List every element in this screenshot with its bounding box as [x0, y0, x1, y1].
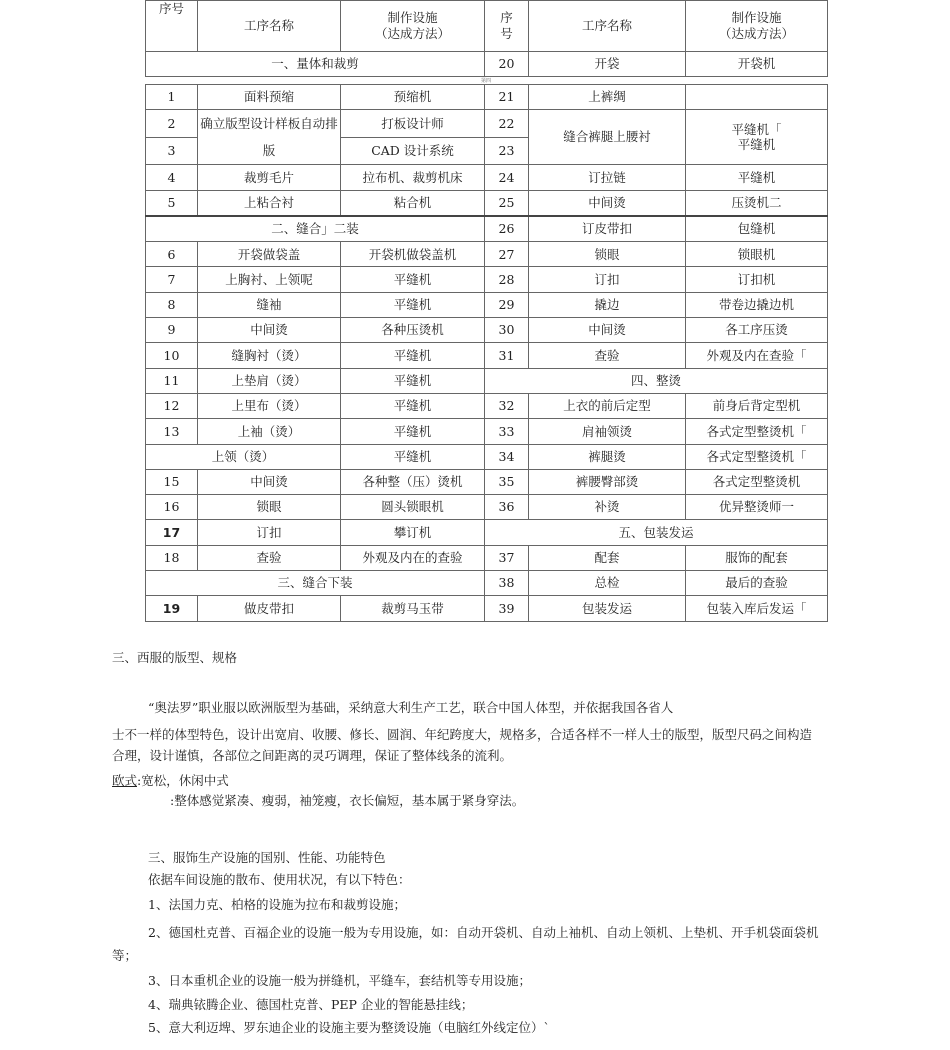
col-equip-header: [341, 1, 485, 52]
row-num: 20: [485, 52, 529, 77]
col-num-header-right: [485, 1, 529, 52]
row-proc: 中间烫: [529, 190, 686, 216]
col-equip-line2: （达成方法）: [374, 26, 450, 41]
row-num: 38: [485, 571, 529, 596]
row-num: 19: [146, 596, 198, 621]
table-row: [146, 571, 828, 596]
row-equip: 各式定型整烫机「: [686, 444, 828, 469]
table-row: [146, 520, 828, 545]
row-num: 2: [146, 110, 198, 138]
row-equip: 各种整（压）烫机: [341, 469, 485, 494]
row-equip: 预缩机: [341, 85, 485, 110]
row-num: 5: [146, 190, 198, 216]
row-equip: 开袋机: [686, 52, 828, 77]
row-num: 21: [485, 85, 529, 110]
section-heading: 三、缝合下装: [146, 571, 485, 596]
table-row: [146, 165, 828, 190]
row-equip: 平缝机: [341, 368, 485, 393]
row-equip: 服饰的配套: [686, 545, 828, 570]
row-equip: 攀订机: [341, 520, 485, 545]
table-row: [146, 444, 828, 469]
row-num: 24: [485, 165, 529, 190]
process-table-header: [145, 0, 828, 77]
row-proc: 查验: [198, 545, 341, 570]
euro-style-label: 欧式: [112, 773, 138, 788]
row-proc: 撬边: [529, 292, 686, 317]
row-num: 15: [146, 469, 198, 494]
row-equip: 外观及内在查验「: [686, 343, 828, 368]
row-num: 17: [146, 520, 198, 545]
row-proc: 开袋做袋盖: [198, 242, 341, 267]
row-equip: 裁剪马玉带: [341, 596, 485, 621]
row-proc: 订扣: [529, 267, 686, 292]
equip-line2: 平缝机: [737, 137, 776, 153]
equip-line1: 平缝机「: [731, 121, 782, 137]
row-proc: 上领（烫）: [146, 444, 341, 469]
row-num: 31: [485, 343, 529, 368]
row-num: 30: [485, 318, 529, 343]
row-equip: 各种压烫机: [341, 318, 485, 343]
col-equip-right-line2: （达成方法）: [718, 26, 794, 41]
row-proc: 配套: [529, 545, 686, 570]
row-num: 23: [485, 137, 529, 165]
row-proc: 肩袖领烫: [529, 419, 686, 444]
row-proc: 上里布（烫）: [198, 393, 341, 418]
row-proc: 裁剪毛片: [198, 165, 341, 190]
row-num: 8: [146, 292, 198, 317]
section-heading: 一、量体和裁剪: [146, 52, 485, 77]
table-row: [146, 343, 828, 368]
row-equip: 包缝机: [686, 216, 828, 242]
row-num: 7: [146, 267, 198, 292]
row-equip: 锁眼机: [686, 242, 828, 267]
row-proc: 上裤绸: [529, 85, 686, 110]
row-proc: 上衣的前后定型: [529, 393, 686, 418]
tiny-label: 第四: [481, 78, 492, 84]
row-proc: 订拉链: [529, 165, 686, 190]
row-proc: 补烫: [529, 495, 686, 520]
row-proc: 缝合裤腿上腰衬: [529, 110, 686, 165]
paragraph-line: 合理，设计谨慎，各部位之间距离的灵巧调理，保证了整体线条的流利。: [112, 748, 513, 763]
table-header-row: [146, 1, 828, 52]
paragraph-line: “奥法罗”职业服以欧洲版型为基础，采纳意大利生产工艺，联合中国人体型，并依据我国各省人: [148, 700, 674, 715]
table-row: [146, 52, 828, 77]
row-equip: 订扣机: [686, 267, 828, 292]
section-heading: 五、包装发运: [485, 520, 828, 545]
row-num: 12: [146, 393, 198, 418]
col-num-header: 序号: [146, 1, 198, 52]
list-item-continuation: 等；: [112, 948, 138, 963]
table-row: [146, 495, 828, 520]
list-item: 4、瑞典铱腾企业、德国杜克普、PEP 企业的智能悬挂线；: [148, 997, 474, 1012]
row-equip: 各式定型整烫机: [686, 469, 828, 494]
row-proc: 中间烫: [529, 318, 686, 343]
row-num: 11: [146, 368, 198, 393]
section-heading-equipment: 三、服饰生产设施的国别、性能、功能特色: [148, 850, 386, 865]
row-num: 18: [146, 545, 198, 570]
row-equip: [686, 110, 828, 165]
row-num: 33: [485, 419, 529, 444]
table-row: [146, 292, 828, 317]
row-num: 16: [146, 495, 198, 520]
row-proc: 锁眼: [529, 242, 686, 267]
row-equip: 平缝机: [341, 343, 485, 368]
row-num: 9: [146, 318, 198, 343]
row-num: 27: [485, 242, 529, 267]
table-row: [146, 545, 828, 570]
row-num: 32: [485, 393, 529, 418]
intro-line: 依据车间设施的散布、使用状况，有以下特色：: [148, 872, 411, 887]
row-num: 13: [146, 419, 198, 444]
paragraph-line: 士不一样的体型特色，设计出宽肩、收腰、修长、圆润、年纪跨度大，规格多，合适各样不一样人士的版型，版型尺码之间构造: [112, 727, 813, 742]
row-equip: 各工序压烫: [686, 318, 828, 343]
row-equip: CAD 设计系统: [341, 137, 485, 165]
row-equip: 压烫机二: [686, 190, 828, 216]
row-equip: 平缝机: [686, 165, 828, 190]
section-heading: 四、整烫: [485, 368, 828, 393]
row-proc: 包装发运: [529, 596, 686, 621]
row-num: 35: [485, 469, 529, 494]
row-num: 28: [485, 267, 529, 292]
col-num-right-line1: 序: [500, 10, 513, 26]
table-row: [146, 216, 828, 242]
row-num: 3: [146, 137, 198, 165]
list-item: 2、德国杜克普、百福企业的设施一般为专用设施，如：自动开袋机、自动上袖机、自动上领机、上垫机、开手机袋面袋机: [148, 925, 819, 940]
row-equip: 平缝机: [341, 292, 485, 317]
row-num: 22: [485, 110, 529, 138]
row-proc: 裤腰臀部烫: [529, 469, 686, 494]
row-num: 6: [146, 242, 198, 267]
chinese-style-text: :整体感觉紧凑、瘦弱，袖笼瘦，衣长偏短，基本属于紧身穿法。: [170, 793, 525, 808]
table-row: [146, 267, 828, 292]
table-row: [146, 368, 828, 393]
table-row: [146, 596, 828, 621]
row-proc: 订皮带扣: [529, 216, 686, 242]
section-heading-pattern: 三、西服的版型、规格: [112, 650, 238, 665]
row-equip: 最后的查验: [686, 571, 828, 596]
table-row: [146, 419, 828, 444]
col-equip-header-right: [686, 1, 828, 52]
row-equip: 优异整烫师一: [686, 495, 828, 520]
list-item: 5、意大利迈埤、罗东迪企业的设施主要为整烫设施（电脑红外线定位）`: [148, 1020, 550, 1035]
row-proc: 中间烫: [198, 469, 341, 494]
row-proc: 上胸衬、上领呢: [198, 267, 341, 292]
row-proc: 缝袖: [198, 292, 341, 317]
row-num: 4: [146, 165, 198, 190]
col-equip-right-line1: 制作设施: [731, 10, 782, 26]
row-proc: 面料预缩: [198, 85, 341, 110]
row-equip: [686, 85, 828, 110]
row-proc: 中间烫: [198, 318, 341, 343]
row-equip: 各式定型整烫机「: [686, 419, 828, 444]
row-equip: 打板设计师: [341, 110, 485, 138]
process-table: [145, 84, 828, 622]
col-equip-line1: 制作设施: [387, 10, 438, 26]
row-equip: 圆头锁眼机: [341, 495, 485, 520]
row-num: 39: [485, 596, 529, 621]
row-proc: 上袖（烫）: [198, 419, 341, 444]
col-proc-header-right: 工序名称: [529, 1, 686, 52]
row-num: 10: [146, 343, 198, 368]
row-proc: 裤腿烫: [529, 444, 686, 469]
row-proc: 缝胸衬（烫）: [198, 343, 341, 368]
row-equip: 开袋机做袋盖机: [341, 242, 485, 267]
row-equip: 平缝机: [341, 419, 485, 444]
row-equip: 前身后背定型机: [686, 393, 828, 418]
table-row: [146, 110, 828, 138]
table-row: [146, 242, 828, 267]
row-equip: 平缝机: [341, 267, 485, 292]
col-num-right-line2: 号: [500, 26, 513, 41]
table-row: [146, 190, 828, 216]
row-num: 1: [146, 85, 198, 110]
table-row: [146, 318, 828, 343]
row-num: 26: [485, 216, 529, 242]
row-equip: 平缝机: [341, 444, 485, 469]
table-row: [146, 469, 828, 494]
row-num: 37: [485, 545, 529, 570]
section-heading: 二、缝合」二装: [146, 216, 485, 242]
row-equip: 外观及内在的查验: [341, 545, 485, 570]
euro-style-text: :宽松，休闲中式: [137, 773, 229, 788]
table-row: [146, 85, 828, 110]
row-equip: 拉布机、裁剪机床: [341, 165, 485, 190]
row-num: 29: [485, 292, 529, 317]
col-proc-header: 工序名称: [198, 1, 341, 52]
row-proc: 确立版型设计样板自动排版: [198, 110, 341, 165]
table-row: [146, 393, 828, 418]
row-proc: 上粘合衬: [198, 190, 341, 216]
row-num: 34: [485, 444, 529, 469]
euro-style-line: [112, 771, 229, 789]
row-equip: 粘合机: [341, 190, 485, 216]
row-proc: 做皮带扣: [198, 596, 341, 621]
row-proc: 开袋: [529, 52, 686, 77]
row-proc: 总检: [529, 571, 686, 596]
row-proc: 上垫肩（烫）: [198, 368, 341, 393]
row-proc: 查验: [529, 343, 686, 368]
row-num: 25: [485, 190, 529, 216]
row-equip: 包装入库后发运「: [686, 596, 828, 621]
row-equip: 平缝机: [341, 393, 485, 418]
row-proc: 锁眼: [198, 495, 341, 520]
row-equip: 带卷边撬边机: [686, 292, 828, 317]
row-num: 36: [485, 495, 529, 520]
list-item: 1、法国力克、柏格的设施为拉布和裁剪设施；: [148, 897, 406, 912]
row-proc: 订扣: [198, 520, 341, 545]
list-item: 3、日本重机企业的设施一般为拼缝机，平缝车，套结机等专用设施；: [148, 973, 531, 988]
